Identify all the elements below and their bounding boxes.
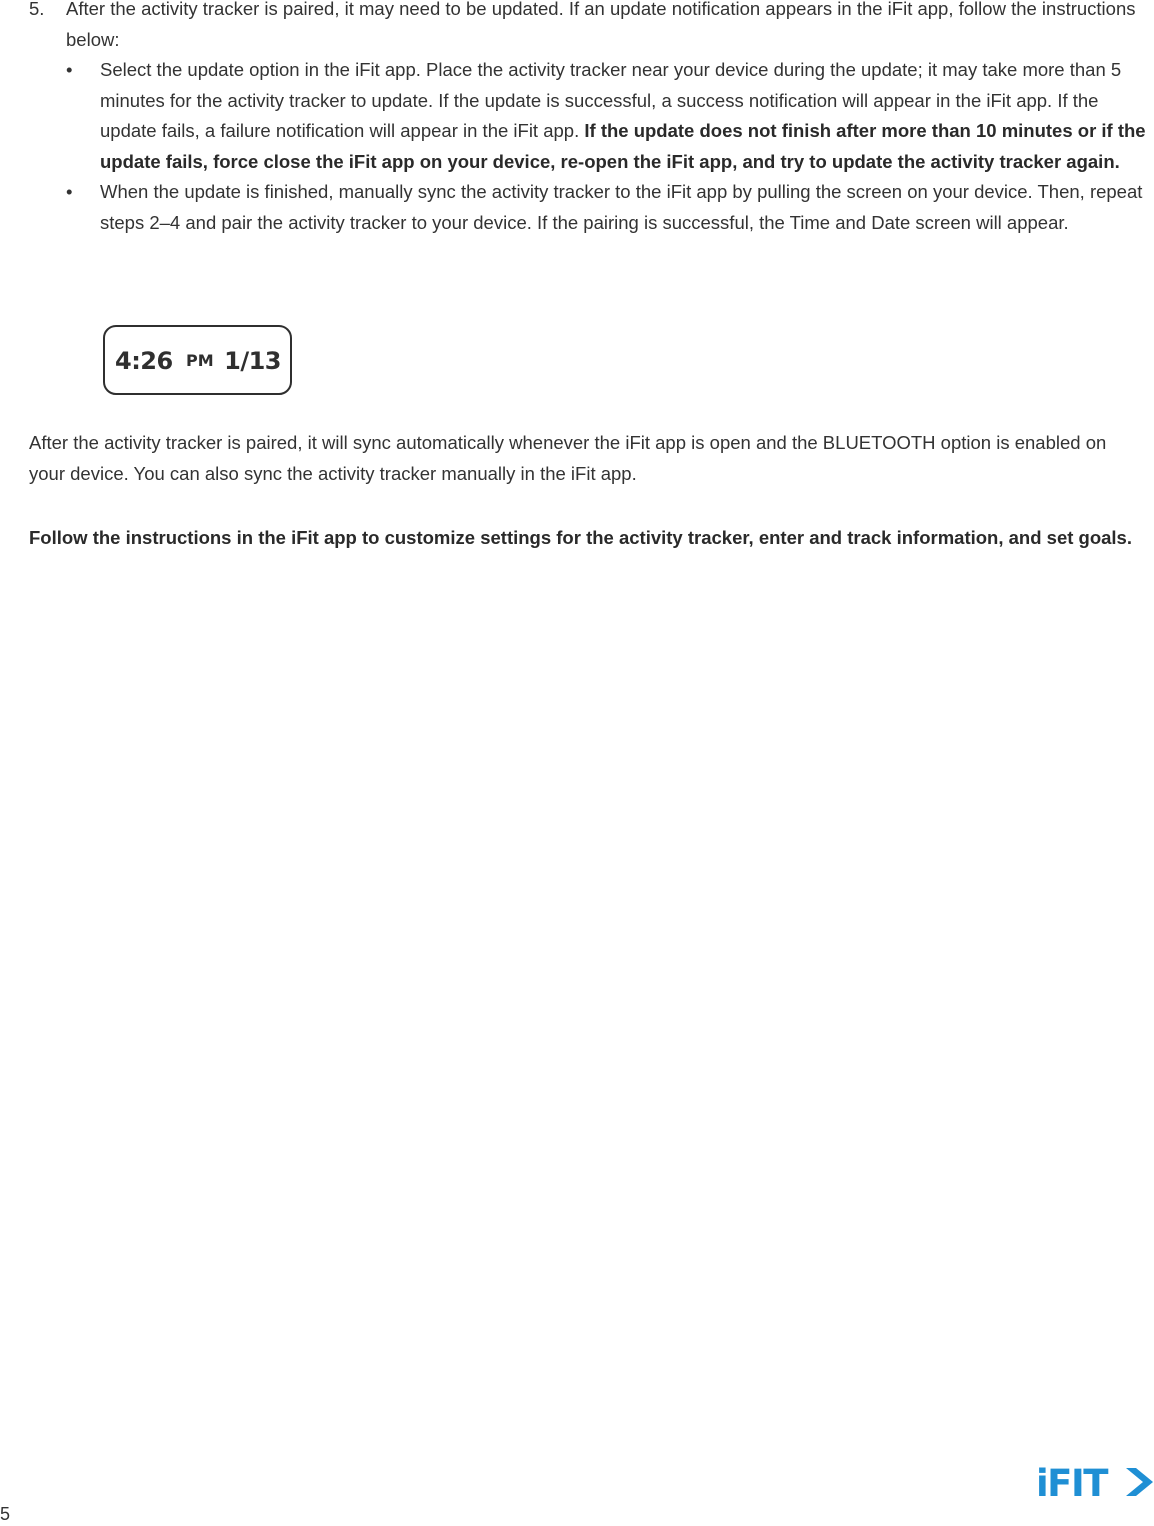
bullet-list [66,55,1144,238]
display-time: 4:26 [115,347,173,375]
tracker-time-date-screen [103,325,292,395]
sync-paragraph: After the activity tracker is paired, it will sync automatically whenever the iFit app is open and the BLUETOOTH option is enabled on your device. You can also sync the activity tracker manually in the iFit app. [29,432,1107,484]
display-date: 1/13 [224,347,281,375]
step-5 [29,0,1144,238]
display-ampm: PM [186,351,214,370]
svg-text:iFIT: iFIT [1036,1462,1107,1501]
bullet-bold-text: If the update does not finish after more than 10 minutes or if the update fails, force close the iFit app on your device, re-open the iFit app, and try to update the activity tracker again. [100,120,1146,172]
follow-instructions-paragraph: Follow the instructions in the iFit app to customize settings for the activity tracker, enter and track information, and set goals. [29,527,1132,548]
bullet-text: When the update is finished, manually sync the activity tracker to the iFit app by pulling the screen on your device. Then, repeat steps 2–4 and pair the activity tracker to your device. If the pairing is successful, the Time and Date screen will appear. [100,181,1143,233]
page-number: 5 [0,1504,11,1524]
step-intro: After the activity tracker is paired, it may need to be updated. If an update notification appears in the iFit app, follow the instructions below: [66,0,1136,50]
bullet-item-sync [66,177,1150,238]
step-number: 5. [29,0,45,19]
bullet-marker: • [66,59,73,80]
bullet-marker: • [66,181,73,202]
bullet-item-update [66,55,1150,177]
ifit-logo-icon [1036,1461,1154,1501]
bullet-text: Select the update option in the iFit app. Place the activity tracker near your device during the update; it may take more than 5 minutes for the activity tracker to update. If the update is successful, a success notification will appear in the iFit app. If the update fails, a failure notification will appear in the iFit app. [100,59,1122,141]
step-body [66,0,1144,238]
